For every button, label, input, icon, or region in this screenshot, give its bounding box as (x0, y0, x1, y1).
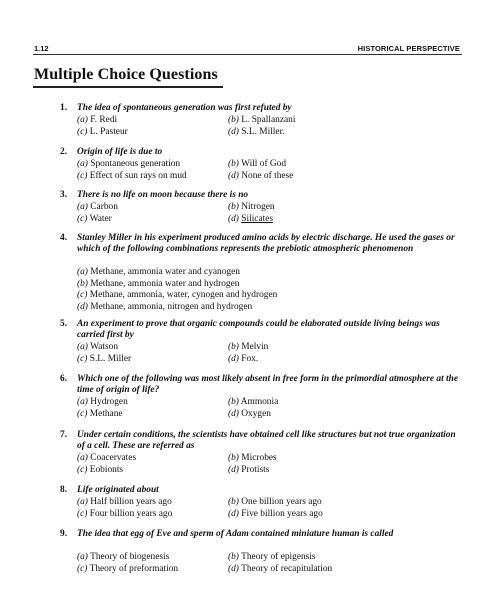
options (77, 453, 467, 476)
question-number: 6. (60, 374, 68, 384)
question-number: 2. (60, 147, 68, 157)
options (77, 552, 467, 575)
option-c[interactable]: (c) Effect of sun rays on mud (77, 170, 187, 181)
section-title: HISTORICAL PERSPECTIVE (357, 44, 460, 53)
title-underline (33, 86, 223, 88)
page-number: 1.12 (34, 44, 49, 53)
option-b[interactable]: (b) Theory of epigensis (228, 552, 316, 562)
option-a[interactable]: (a) Hydrogen (77, 397, 128, 407)
option-a[interactable]: (a) Coacervates (77, 453, 137, 463)
option-a[interactable]: (a) Carbon (77, 202, 118, 212)
option-b[interactable]: (b) Ammonia (228, 397, 279, 407)
header-rule (33, 54, 462, 55)
question-number: 3. (60, 190, 68, 200)
option-c[interactable]: (c) Theory of preformation (77, 563, 179, 574)
question-number: 5. (60, 319, 68, 329)
question-text: An experiment to prove that organic compounds could be elaborated outside living beings was carried first by (77, 319, 440, 340)
option-c[interactable]: (c) S.L. Miller (77, 353, 132, 364)
options (77, 267, 467, 313)
options (77, 115, 467, 138)
option-c[interactable]: (c) Methane, ammonia, water, cynogen and hydrogen (77, 290, 278, 300)
question-text: Which one of the following was most likely absent in free form in the primordial atmosphere at the time of origin of life? (77, 374, 459, 395)
option-d[interactable]: (d) Theory of recapitulation (228, 563, 333, 574)
option-c[interactable]: (c) Water (77, 213, 112, 224)
option-a[interactable]: (a) F. Redi (77, 115, 118, 125)
option-d[interactable]: (d) Protists (228, 464, 270, 475)
option-b[interactable]: (b) Microbes (228, 453, 277, 463)
option-c[interactable]: (c) Four billion years ago (77, 508, 173, 519)
question-text: The idea of spontaneous generation was first refuted by (77, 103, 292, 113)
option-d[interactable]: (d) Fox. (228, 353, 259, 364)
question-text: The idea that egg of Eve and sperm of Adam contained miniature human is called (77, 529, 394, 539)
option-d[interactable]: (d) Five billion years ago (228, 508, 323, 519)
option-b[interactable]: (b) Methane, ammonia water and hydrogen (77, 278, 240, 289)
option-d[interactable]: (d) None of these (228, 170, 294, 181)
option-b[interactable]: (b) Melvin (228, 342, 269, 352)
option-c[interactable]: (c) L. Pasteur (77, 126, 128, 137)
option-a[interactable]: (a) Spontaneous generation (77, 159, 181, 169)
options (77, 159, 467, 182)
option-c[interactable]: (c) Eobionts (77, 464, 124, 475)
options (77, 202, 467, 225)
options (77, 342, 467, 365)
question-text: There is no life on moon because there is no (77, 190, 249, 200)
option-b[interactable]: (b) Nitrogen (228, 202, 275, 212)
options (77, 497, 467, 520)
question-text: Life originated about (77, 485, 159, 495)
option-a[interactable]: (a) Methane, ammonia water and cyanogen (77, 267, 240, 277)
option-d[interactable]: (d) S.L. Miller. (228, 126, 285, 137)
options (77, 397, 467, 420)
question-number: 4. (60, 233, 68, 243)
option-a[interactable]: (a) Theory of biogenesis (77, 552, 170, 562)
question-number: 9. (60, 529, 68, 539)
option-d[interactable]: (d) Oxygen (228, 408, 271, 419)
question-text: Under certain conditions, the scientists have obtained cell like structures but not true organization of a cell. These are referred as (77, 430, 456, 451)
option-a[interactable]: (a) Watson (77, 342, 119, 352)
option-a[interactable]: (a) Half billion years ago (77, 497, 172, 507)
page-title: Multiple Choice Questions (34, 66, 218, 83)
question-number: 7. (60, 430, 68, 440)
option-d[interactable]: (d) Methane, ammonia, nitrogen and hydrogen (77, 301, 253, 312)
question-text: Origin of life is due to (77, 147, 163, 157)
option-b[interactable]: (b) L. Spallanzani (228, 115, 296, 125)
option-b[interactable]: (b) One billion years ago (228, 497, 322, 507)
question-number: 1. (60, 103, 68, 113)
question-number: 8. (60, 485, 68, 495)
option-b[interactable]: (b) Will of God (228, 159, 287, 169)
option-d[interactable]: (d) Silicates (228, 213, 274, 224)
question-text: Stanley Miller in his experiment produced amino acids by electric discharge. He used the gases or which of the following combinations represents the prebiotic atmospheric phenomenon (77, 233, 455, 254)
option-c[interactable]: (c) Methane (77, 408, 123, 419)
